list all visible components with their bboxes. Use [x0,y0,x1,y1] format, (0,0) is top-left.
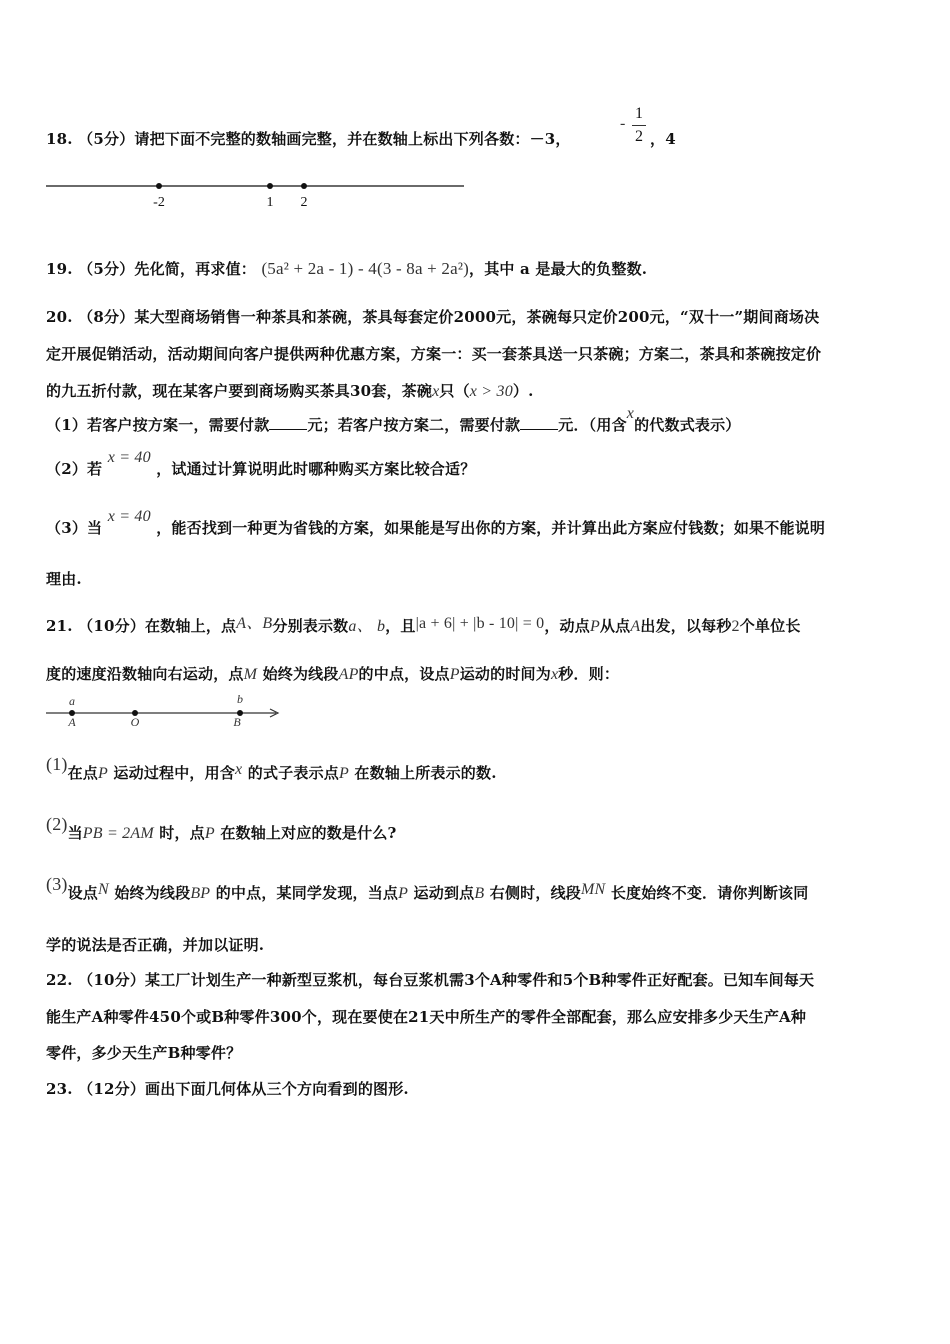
question-number: 22. [46,971,73,989]
number-line-ab-figure [40,692,290,732]
question-22-line-1: 22. （10分）某工厂计划生产一种新型豆浆机，每台豆浆机需3个A种零件和5个B种零件正好配套。已知车间每天 [46,971,815,989]
question-23 [46,1078,409,1099]
question-20-sub-3: （3）当 x = 40 ，能否找到一种更为省钱的方案，如果能是写出你的方案，并计算出此方案应付钱数；如果不能说明 [46,508,826,537]
label-A: A [68,715,76,729]
label-b: b [237,692,243,706]
question-number: 19. [46,260,73,278]
point-minus-2 [156,183,162,189]
question-21-sub-3: (3)设点N 始终为线段BP 的中点，某同学发现，当点P 运动到点B 右侧时，线段MN 长度始终不变．请你判断该同 [46,874,809,902]
point-1 [267,183,273,189]
question-20-line-1: 20. （8分）某大型商场销售一种茶具和茶碗，茶具每套定价2000元，茶碗每只定价200元，“双十一”期间商场决 [46,308,820,326]
question-text: 画出下面几何体从三个方向看到的图形. [145,1080,409,1098]
question-text: 请把下面不完整的数轴画完整，并在数轴上标出下列各数：－3， [134,130,571,148]
label-O: O [130,715,140,729]
question-score: （10分） [78,971,146,989]
question-22-line-2: 能生产A种零件450个或B种零件300个，现在要使在21天中所生产的零件全部配套，那么应安排多少天生产A种 [46,1008,807,1026]
question-21-line-2: 度的速度沿数轴向右运动，点M 始终为线段AP的中点，设点P运动的时间为x秒．则： [46,665,620,683]
question-score: （10分） [78,617,146,635]
question-score: （8分） [78,308,135,326]
question-21-sub-1: (1)在点P 运动过程中，用含x 的式子表示点P 在数轴上所表示的数. [46,754,497,782]
answer-blank-1[interactable] [269,415,307,430]
question-number: 23. [46,1080,73,1098]
question-20-sub-3-cont: 理由. [46,570,82,588]
question-number: 18. [46,130,73,148]
question-20-line-3: 的九五折付款，现在某客户要到商场购买茶具30套，茶碗x只（x > 30）. [46,382,534,400]
question-21-sub-2: (2)当PB = 2AM 时，点P 在数轴上对应的数是什么? [46,814,397,842]
question-number: 20. [46,308,73,326]
answer-blank-2[interactable] [520,415,558,430]
question-22-line-3: 零件，多少天生产B种零件？ [46,1044,242,1062]
question-score: （5分） [78,130,135,148]
axis-label-1: 1 [266,195,274,210]
number-line-figure [40,175,480,215]
label-B: B [233,715,241,729]
question-18-tail: ，4 [650,130,676,148]
question-20-line-2: 定开展促销活动，活动期间向客户提供两种优惠方案，方案一：买一套茶具送一只茶碗；方案二，茶具和茶碗按定价 [46,345,822,363]
question-score: （12分） [78,1080,146,1098]
question-score: （5分） [78,260,135,278]
question-21-sub-3-cont: 学的说法是否正确，并加以证明. [46,936,265,954]
question-18 [46,128,571,149]
math-expression: (5a² + 2a - 1) - 4(3 - 8a + 2a²) [261,259,470,278]
question-20-sub-1: （1）若客户按方案一，需要付款 元；若客户按方案二，需要付款 元．（用含x的代数式表示） [46,405,741,434]
question-text: 先化简，再求值： [134,260,256,278]
axis-label-minus-2: -2 [153,195,165,210]
question-number: 21. [46,617,73,635]
point-2 [301,183,307,189]
question-tail: ，其中 a 是最大的负整数. [469,260,648,278]
axis-label-2: 2 [300,195,308,210]
label-a: a [69,694,75,708]
question-20-sub-2: （2）若 x = 40 ，试通过计算说明此时哪种购买方案比较合适？ [46,449,476,478]
question-19 [46,258,647,279]
question-21-line-1: 21. （10分）在数轴上，点A、B分别表示数a、 b，且|a + 6| + |b - 10| = 0，动点P从点A出发，以每秒2个单位长 [46,615,801,635]
